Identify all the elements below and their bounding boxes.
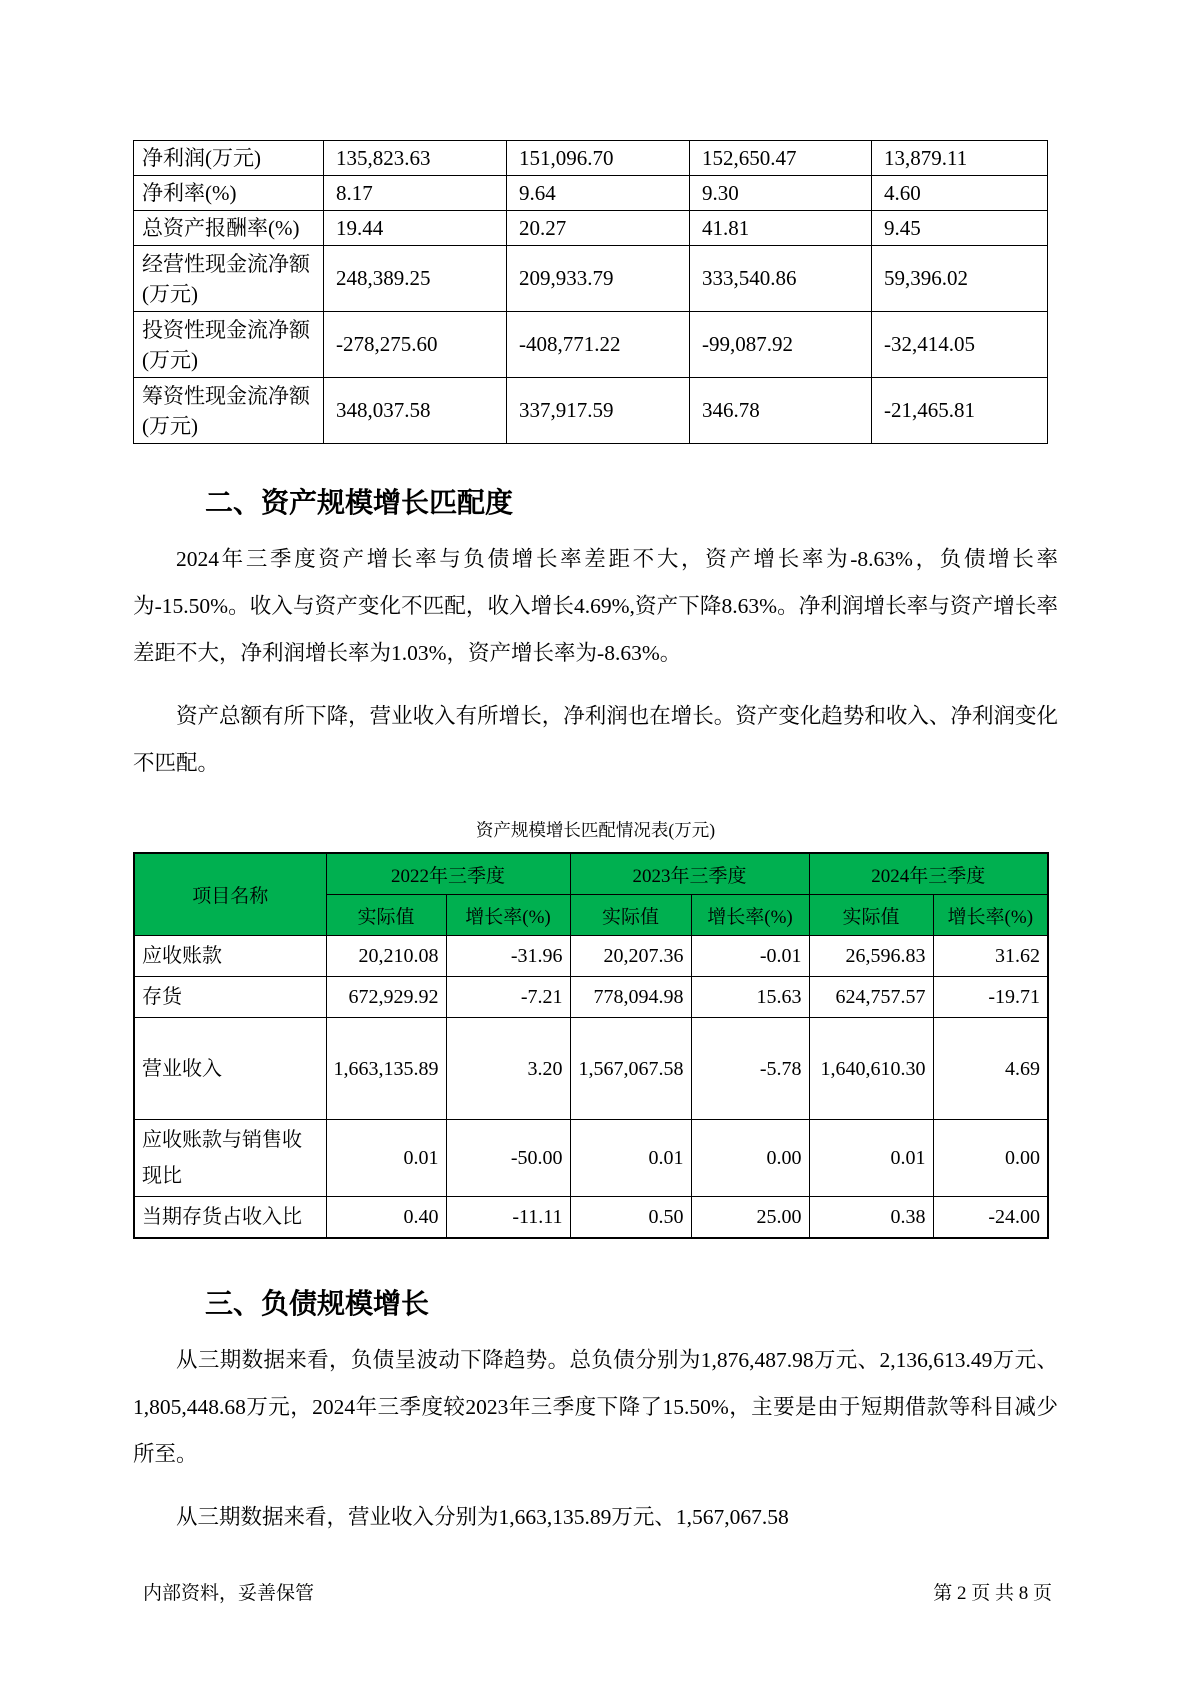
- cell-value: 333,540.86: [690, 246, 872, 312]
- header-group-2022: 2022年三季度: [326, 853, 570, 895]
- row-label: 经营性现金流净额(万元): [134, 246, 324, 312]
- cell-value: 0.01: [570, 1120, 691, 1197]
- paragraph: 资产总额有所下降，营业收入有所增长，净利润也在增长。资产变化趋势和收入、净利润变化不匹配。: [133, 704, 1058, 775]
- table-row: [134, 312, 1048, 378]
- cell-value: 1,663,135.89: [326, 1018, 446, 1120]
- table-row: [134, 378, 1048, 444]
- row-label: 总资产报酬率(%): [134, 211, 324, 246]
- cell-value: -32,414.05: [872, 312, 1048, 378]
- cell-value: 8.17: [324, 176, 507, 211]
- table-row: [134, 977, 1048, 1018]
- paragraph: 从三期数据来看，负债呈波动下降趋势。总负债分别为1,876,487.98万元、2,136,613.49万元、1,805,448.68万元，2024年三季度较2023年三季度下降了15.50%，主要是由于短期借款等科目减少所至。: [133, 1348, 1058, 1466]
- cell-value: 9.45: [872, 211, 1048, 246]
- cell-value: 3.20: [446, 1018, 570, 1120]
- cell-value: 0.38: [809, 1197, 933, 1239]
- row-label: 当期存货占收入比: [134, 1197, 326, 1239]
- cell-value: 25.00: [691, 1197, 809, 1239]
- row-label: 净利润(万元): [134, 141, 324, 176]
- page-footer: [143, 1578, 1052, 1605]
- table-row: [134, 246, 1048, 312]
- cell-value: 152,650.47: [690, 141, 872, 176]
- row-label: 筹资性现金流净额(万元): [134, 378, 324, 444]
- cell-value: 41.81: [690, 211, 872, 246]
- subheader-growth: 增长率(%): [933, 895, 1048, 936]
- row-label: 应收账款: [134, 936, 326, 977]
- cell-value: 4.69: [933, 1018, 1048, 1120]
- cell-value: -99,087.92: [690, 312, 872, 378]
- header-item-name: 项目名称: [134, 853, 326, 936]
- cell-value: 1,640,610.30: [809, 1018, 933, 1120]
- cell-value: -408,771.22: [507, 312, 690, 378]
- cell-value: 9.30: [690, 176, 872, 211]
- cell-value: -5.78: [691, 1018, 809, 1120]
- table-header-row: [134, 853, 1048, 895]
- cell-value: 672,929.92: [326, 977, 446, 1018]
- cell-value: -278,275.60: [324, 312, 507, 378]
- table-row: [134, 936, 1048, 977]
- table-row: [134, 176, 1048, 211]
- footer-page-number: 第 2 页 共 8 页: [933, 1583, 1052, 1604]
- asset-growth-match-table: [133, 852, 1049, 1239]
- cell-value: 0.00: [691, 1120, 809, 1197]
- cell-value: -31.96: [446, 936, 570, 977]
- cell-value: 346.78: [690, 378, 872, 444]
- cell-value: 31.62: [933, 936, 1048, 977]
- cell-value: 0.00: [933, 1120, 1048, 1197]
- cell-value: 248,389.25: [324, 246, 507, 312]
- paragraph: 从三期数据来看，营业收入分别为1,663,135.89万元、1,567,067.58: [176, 1505, 789, 1529]
- paragraph: 2024年三季度资产增长率与负债增长率差距不大，资产增长率为-8.63%，负债增长率为-15.50%。收入与资产变化不匹配，收入增长4.69%,资产下降8.63%。净利润增长率与资产增长率差距不大，净利润增长率为1.03%，资产增长率为-8.63%。: [133, 547, 1058, 665]
- cell-value: 151,096.70: [507, 141, 690, 176]
- subheader-actual: 实际值: [570, 895, 691, 936]
- subheader-growth: 增长率(%): [446, 895, 570, 936]
- cell-value: 59,396.02: [872, 246, 1048, 312]
- cell-value: -11.11: [446, 1197, 570, 1239]
- cell-value: 135,823.63: [324, 141, 507, 176]
- cell-value: 20,207.36: [570, 936, 691, 977]
- subheader-actual: 实际值: [326, 895, 446, 936]
- subheader-actual: 实际值: [809, 895, 933, 936]
- cell-value: 20,210.08: [326, 936, 446, 977]
- table-row: [134, 1018, 1048, 1120]
- cell-value: 0.01: [809, 1120, 933, 1197]
- cell-value: -50.00: [446, 1120, 570, 1197]
- cell-value: 209,933.79: [507, 246, 690, 312]
- section-heading-asset-growth: 二、资产规模增长匹配度: [205, 487, 514, 518]
- header-group-2024: 2024年三季度: [809, 853, 1048, 895]
- table-row: [134, 141, 1048, 176]
- row-label: 存货: [134, 977, 326, 1018]
- financial-summary-table: [133, 140, 1048, 444]
- cell-value: 348,037.58: [324, 378, 507, 444]
- cell-value: 9.64: [507, 176, 690, 211]
- cell-value: 15.63: [691, 977, 809, 1018]
- cell-value: 778,094.98: [570, 977, 691, 1018]
- cell-value: -21,465.81: [872, 378, 1048, 444]
- row-label: 营业收入: [134, 1018, 326, 1120]
- header-group-2023: 2023年三季度: [570, 853, 809, 895]
- cell-value: -0.01: [691, 936, 809, 977]
- footer-confidential-note: 内部资料，妥善保管: [143, 1583, 315, 1604]
- row-label: 应收账款与销售收现比: [134, 1120, 326, 1197]
- cell-value: 4.60: [872, 176, 1048, 211]
- cell-value: 624,757.57: [809, 977, 933, 1018]
- cell-value: -7.21: [446, 977, 570, 1018]
- cell-value: 0.01: [326, 1120, 446, 1197]
- section-heading-debt-growth: 三、负债规模增长: [205, 1288, 430, 1319]
- row-label: 净利率(%): [134, 176, 324, 211]
- cell-value: 26,596.83: [809, 936, 933, 977]
- row-label: 投资性现金流净额(万元): [134, 312, 324, 378]
- cell-value: 19.44: [324, 211, 507, 246]
- cell-value: 1,567,067.58: [570, 1018, 691, 1120]
- cell-value: -24.00: [933, 1197, 1048, 1239]
- subheader-growth: 增长率(%): [691, 895, 809, 936]
- table-row: [134, 1197, 1048, 1239]
- table-row: [134, 1120, 1048, 1197]
- cell-value: 0.50: [570, 1197, 691, 1239]
- cell-value: 0.40: [326, 1197, 446, 1239]
- cell-value: 20.27: [507, 211, 690, 246]
- table-caption: 资产规模增长匹配情况表(万元): [475, 820, 716, 840]
- page-content: [133, 140, 1058, 1541]
- table-row: [134, 211, 1048, 246]
- cell-value: 337,917.59: [507, 378, 690, 444]
- cell-value: -19.71: [933, 977, 1048, 1018]
- cell-value: 13,879.11: [872, 141, 1048, 176]
